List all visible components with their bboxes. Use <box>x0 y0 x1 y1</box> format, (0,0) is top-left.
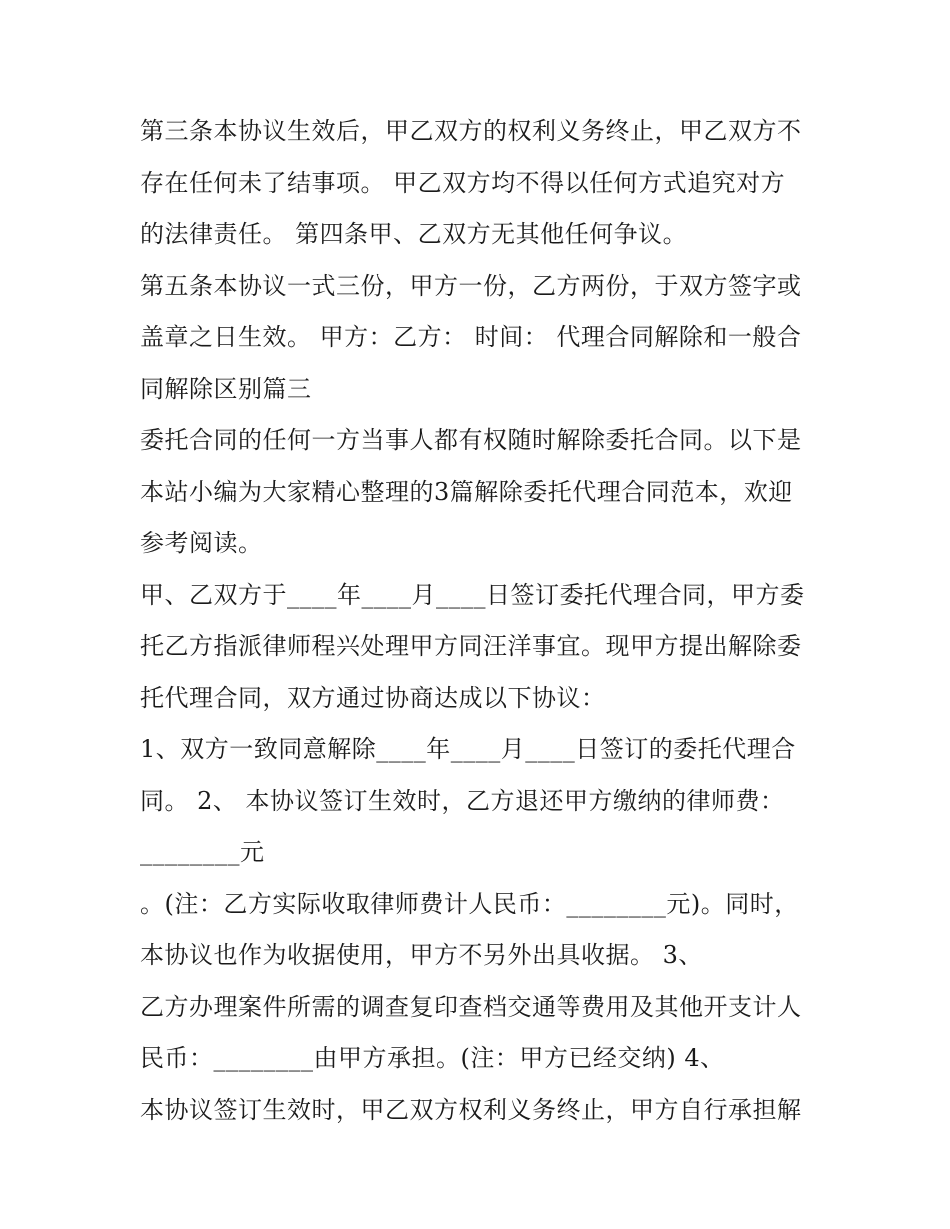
document-body <box>140 106 830 1136</box>
text-line: 1、双方一致同意解除____年____月____日签订的委托代理合 <box>140 735 796 763</box>
text-line: 盖章之日生效。 甲方：乙方： 时间： 代理合同解除和一般合 <box>140 323 802 351</box>
text-line: 本协议也作为收据使用，甲方不另外出具收据。 3、 <box>140 941 703 969</box>
text-line: 委托合同的任何一方当事人都有权随时解除委托合同。以下是 <box>140 426 802 454</box>
text-line: 同。 2、 本协议签订生效时，乙方退还甲方缴纳的律师费： <box>140 786 785 815</box>
text-line: 民币：________由甲方承担。(注：甲方已经交纳) 4、 <box>140 1044 725 1072</box>
text-line: 第三条本协议生效后，甲乙双方的权利义务终止，甲乙双方不 <box>140 117 802 145</box>
text-line: 。(注：乙方实际收取律师费计人民币：________元)。同时， <box>140 889 799 918</box>
text-line: 甲、乙双方于____年____月____日签订委托代理合同，甲方委 <box>140 580 805 609</box>
text-line: 本协议签订生效时，甲乙双方权利义务终止，甲方自行承担解 <box>140 1095 802 1124</box>
text-line: 本站小编为大家精心整理的3篇解除委托代理合同范本，欢迎 <box>140 477 793 506</box>
text-line: 托代理合同，双方通过协商达成以下协议： <box>140 683 606 712</box>
text-line: 存在任何未了结事项。 甲乙双方均不得以任何方式追究对方 <box>140 168 786 197</box>
text-line: 参考阅读。 <box>140 529 263 557</box>
text-line: 同解除区别篇三 <box>140 374 312 403</box>
text-line: 乙方办理案件所需的调查复印查档交通等费用及其他开支计人 <box>140 992 802 1021</box>
text-line: 第五条本协议一式三份，甲方一份，乙方两份，于双方签字或 <box>140 271 802 300</box>
text-line: ________元 <box>140 838 265 866</box>
text-line: 托乙方指派律师程兴处理甲方同汪洋事宜。现甲方提出解除委 <box>140 632 802 660</box>
text-line: 的法律责任。 第四条甲、乙双方无其他任何争议。 <box>140 220 688 248</box>
